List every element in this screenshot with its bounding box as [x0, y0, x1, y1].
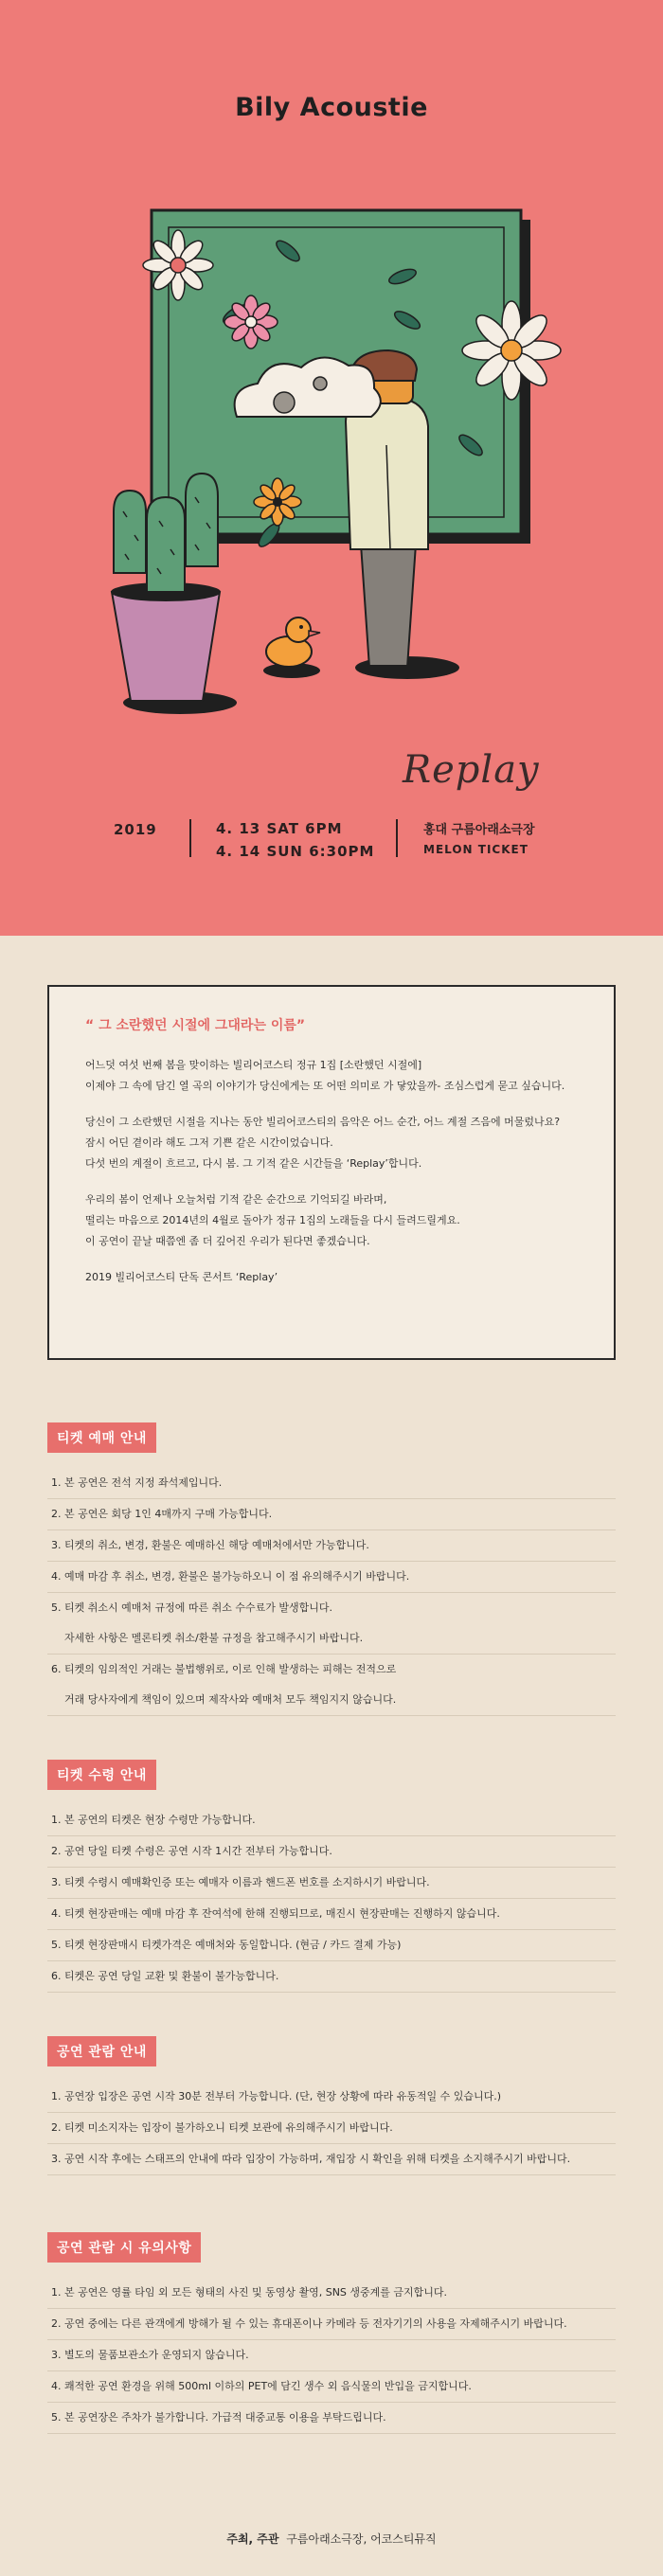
notice-item: 2. 본 공연은 회당 1인 4매까지 구매 가능합니다.: [47, 1499, 616, 1530]
intro-quote: “ 그 소란했던 시절에 그대라는 이름”: [85, 1018, 306, 1033]
concert-venue: [423, 821, 535, 859]
intro-line: 잠시 어딘 곁이라 해도 그저 기쁜 같은 시간이었습니다.: [85, 1136, 333, 1149]
notice-item-continued: 거래 당사자에게 책임이 있으며 제작사와 예매처 모두 책임지지 않습니다.: [64, 1693, 397, 1706]
replay-script-title: Replay: [403, 748, 540, 792]
notice-item: 2. 공연 중에는 다른 관객에게 방해가 될 수 있는 휴대폰이나 카메라 등 전자기기의 사용을 자제해주시기 바랍니다.: [47, 2309, 616, 2340]
duck: [263, 617, 320, 678]
footer-organizers: [0, 2531, 663, 2547]
notice-item: 2. 공연 당일 티켓 수령은 공연 시작 1시간 전부터 가능합니다.: [47, 1836, 616, 1868]
section-viewing-guide: [47, 2036, 616, 2175]
cactus-plant: [111, 474, 237, 714]
notice-item: 1. 본 공연의 티켓은 현장 수령만 가능합니다.: [47, 1805, 616, 1836]
intro-paragraph: [85, 1267, 578, 1288]
intro-paragraph: [85, 1190, 578, 1252]
concert-year: 2019: [114, 821, 157, 838]
notice-item: 3. 티켓 수령시 예매확인증 또는 예매자 이름과 핸드폰 번호를 소지하시기 바랍니다.: [47, 1868, 616, 1899]
notice-item: 2. 티켓 미소지자는 입장이 불가하오니 티켓 보관에 유의해주시기 바랍니다.: [47, 2113, 616, 2144]
info-divider: [396, 819, 398, 857]
intro-line: 이 공연이 끝날 때쯤엔 좀 더 깊어진 우리가 된다면 좋겠습니다.: [85, 1235, 370, 1247]
intro-paragraph: [85, 1055, 578, 1097]
orange-flower: [254, 478, 301, 526]
notice-item: 3. 티켓의 취소, 변경, 환불은 예매하신 해당 예매처에서만 가능합니다.: [47, 1530, 616, 1562]
footer-label: 주최, 주관: [226, 2532, 279, 2546]
notice-item: 5. 본 공연장은 주차가 불가합니다. 가급적 대중교통 이용을 부탁드립니다.: [47, 2403, 616, 2434]
notice-item: 6. 티켓은 공연 당일 교환 및 환불이 불가능합니다.: [47, 1961, 616, 1993]
notice-item: 4. 쾌적한 공연 환경을 위해 500ml 이하의 PET에 담긴 생수 외 음식물의 반입을 금지합니다.: [47, 2371, 616, 2403]
notice-item: [47, 1685, 616, 1716]
concert-date-2: 4. 14 SUN 6:30PM: [216, 843, 375, 860]
intro-line: 당신이 그 소란했던 시절을 지나는 동안 빌리어코스티의 음악은 어느 순간, 어느 계절 즈음에 머물렀나요?: [85, 1116, 561, 1128]
concert-info-row: [0, 819, 663, 867]
section-title: 티켓 예매 안내: [47, 1422, 156, 1453]
intro-box: [47, 985, 616, 1360]
footer-orgs: 구름아래소극장, 어코스티뮤직: [286, 2532, 437, 2546]
intro-line: 이제야 그 속에 담긴 열 곡의 이야기가 당신에게는 또 어떤 의미로 가 닿았을까- 조심스럽게 묻고 싶습니다.: [85, 1080, 565, 1092]
section-title: 공연 관람 안내: [47, 2036, 156, 2066]
notice-item: 6. 티켓의 임의적인 거래는 불법행위로, 이로 인해 발생하는 피해는 전적으로: [51, 1663, 397, 1675]
hero-title: Bily Acoustie: [235, 93, 428, 122]
intro-line: 다섯 번의 계절이 흐르고, 다시 봄. 그 기적 같은 시간들을 ‘Replay’합니다.: [85, 1157, 422, 1170]
venue-name: 홍대 구름아래소극장: [423, 823, 535, 837]
notice-item: 1. 공연장 입장은 공연 시작 30분 전부터 가능합니다. (단, 현장 상황에 따라 유동적일 수 있습니다.): [47, 2082, 616, 2113]
notice-item: 4. 티켓 현장판매는 예매 마감 후 잔여석에 한해 진행되므로, 매진시 현장판매는 진행하지 않습니다.: [47, 1899, 616, 1930]
intro-signature: 2019 빌리어코스티 단독 콘서트 ‘Replay’: [85, 1271, 278, 1283]
section-ticket-booking: [47, 1422, 616, 1716]
notice-item: 4. 예매 마감 후 취소, 변경, 환불은 불가능하오니 이 점 유의해주시기 바랍니다.: [47, 1562, 616, 1593]
intro-paragraph: [85, 1112, 578, 1174]
notice-item-continued: 자세한 사항은 멜론티켓 취소/환불 규정을 참고해주시기 바랍니다.: [64, 1632, 364, 1644]
info-divider: [189, 819, 191, 857]
notice-item: 1. 본 공연은 전석 지정 좌석제입니다.: [47, 1468, 616, 1499]
intro-line: 어느덧 여섯 번째 봄을 맞이하는 빌리어코스티 정규 1집 [소란했던 시절에]: [85, 1059, 422, 1071]
intro-line: 우리의 봄이 언제나 오늘처럼 기적 같은 순간으로 기억되길 바라며,: [85, 1193, 387, 1206]
ticket-vendor: MELON TICKET: [423, 843, 529, 856]
section-title: 티켓 수령 안내: [47, 1760, 156, 1790]
notice-item: [47, 1623, 616, 1655]
concert-dates: [216, 817, 374, 863]
hero-poster: [0, 0, 663, 936]
notice-item: 5. 티켓 취소시 예매처 규정에 따른 취소 수수료가 발생합니다.: [51, 1601, 332, 1614]
notice-item: 5. 티켓 현장판매시 티켓가격은 예매처와 동일합니다. (현금 / 카드 결제 가능): [47, 1930, 616, 1961]
intro-line: 떨리는 마음으로 2014년의 4월로 돌아가 정규 1집의 노래들을 다시 들려드릴게요.: [85, 1214, 460, 1226]
concert-date-1: 4. 13 SAT 6PM: [216, 820, 343, 837]
poster-illustration: [0, 0, 663, 814]
section-title: 공연 관람 시 유의사항: [47, 2232, 201, 2263]
section-viewing-precautions: [47, 2232, 616, 2434]
notice-item: 3. 공연 시작 후에는 스태프의 안내에 따라 입장이 가능하며, 재입장 시 확인을 위해 티켓을 소지해주시기 바랍니다.: [47, 2144, 616, 2175]
section-ticket-pickup: [47, 1760, 616, 1993]
notice-item: 1. 본 공연은 영률 타임 외 모든 형태의 사진 및 동영상 촬영, SNS 생중계를 금지합니다.: [47, 2278, 616, 2309]
notice-item: 3. 별도의 물품보관소가 운영되지 않습니다.: [47, 2340, 616, 2371]
